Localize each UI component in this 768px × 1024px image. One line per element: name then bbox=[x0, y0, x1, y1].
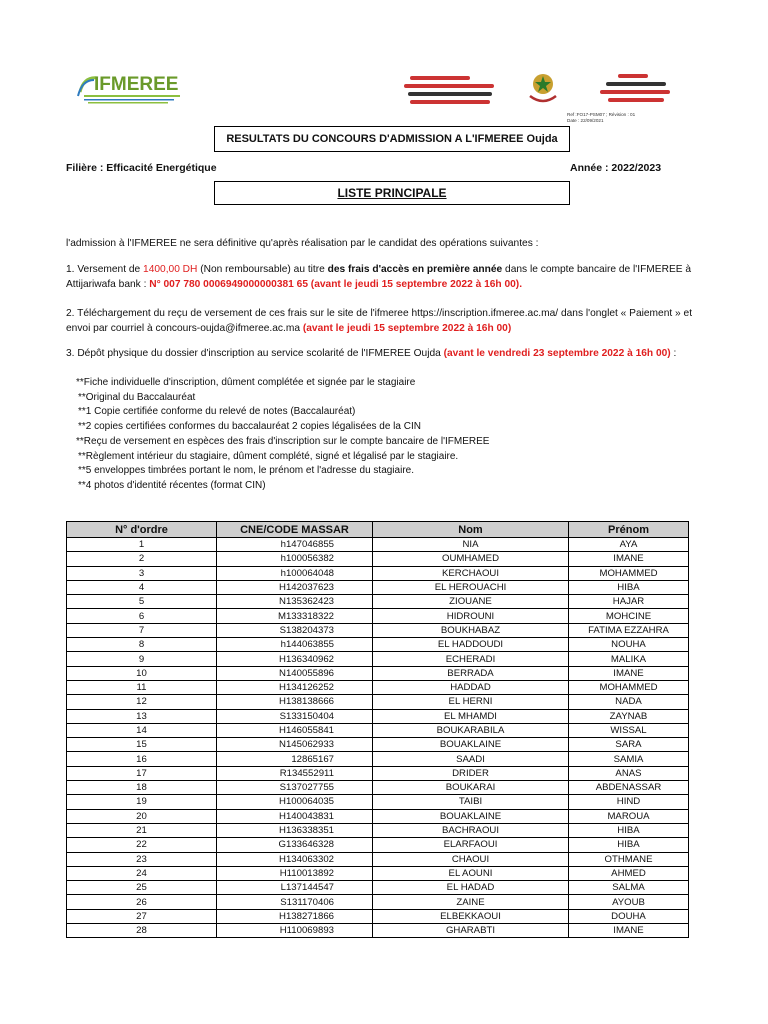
cell-cne: h147046855 bbox=[217, 538, 373, 552]
cell-prenom: OTHMANE bbox=[569, 852, 689, 866]
cell-nom: HADDAD bbox=[373, 680, 569, 694]
table-row bbox=[67, 652, 689, 666]
cell-prenom: IMANE bbox=[569, 666, 689, 680]
cell-prenom: MOHCINE bbox=[569, 609, 689, 623]
cell-order: 7 bbox=[67, 623, 217, 637]
cell-prenom: ANAS bbox=[569, 766, 689, 780]
table-row bbox=[67, 766, 689, 780]
cell-prenom: NOUHA bbox=[569, 638, 689, 652]
cell-order: 25 bbox=[67, 881, 217, 895]
document-item: **Original du Baccalauréat bbox=[78, 391, 196, 403]
cell-cne: H110069893 bbox=[217, 924, 373, 938]
cell-cne: S133150404 bbox=[217, 709, 373, 723]
document-item: **2 copies certifiées conformes du baccalauréat 2 copies légalisées de la CIN bbox=[78, 421, 421, 433]
cell-cne: N145062933 bbox=[217, 738, 373, 752]
annee-label: Année : 2022/2023 bbox=[570, 162, 662, 174]
table-row bbox=[67, 623, 689, 637]
cell-cne: N140055896 bbox=[217, 666, 373, 680]
document-reference: Ref :FO17-PSM07 ; Révision : 01 Date : 22/09/2021 bbox=[567, 112, 636, 123]
cell-order: 13 bbox=[67, 709, 217, 723]
cell-order: 26 bbox=[67, 895, 217, 909]
cell-cne: h100056382 bbox=[217, 552, 373, 566]
cell-nom: ELARFAOUI bbox=[373, 838, 569, 852]
table-row bbox=[67, 695, 689, 709]
cell-cne: R134552911 bbox=[217, 766, 373, 780]
cell-order: 8 bbox=[67, 638, 217, 652]
cell-order: 23 bbox=[67, 852, 217, 866]
cell-nom: KERCHAOUI bbox=[373, 566, 569, 580]
cell-nom: SAADI bbox=[373, 752, 569, 766]
table-row bbox=[67, 924, 689, 938]
cell-prenom: ZAYNAB bbox=[569, 709, 689, 723]
table-row bbox=[67, 638, 689, 652]
cell-prenom: AHMED bbox=[569, 866, 689, 880]
cell-order: 5 bbox=[67, 595, 217, 609]
table-row bbox=[67, 566, 689, 580]
cell-prenom: SALMA bbox=[569, 881, 689, 895]
table-row bbox=[67, 866, 689, 880]
cell-nom: TAIBI bbox=[373, 795, 569, 809]
cell-order: 18 bbox=[67, 781, 217, 795]
cell-nom: ZIOUANE bbox=[373, 595, 569, 609]
admission-intro: l'admission à l'IFMEREE ne sera définitive qu'après réalisation par le candidat des opérations suivantes : bbox=[66, 238, 539, 249]
cell-prenom: IMANE bbox=[569, 924, 689, 938]
cell-prenom: DOUHA bbox=[569, 909, 689, 923]
cell-order: 19 bbox=[67, 795, 217, 809]
cell-order: 16 bbox=[67, 752, 217, 766]
step-2-upload: 2. Téléchargement du reçu de versement de ces frais sur le site de l'ifmeree https://inscription.ifmeree.ac.ma/ dans l'onglet « Paiement » et envoi par courriel à concours-oujda@ifmeree.ac.ma (avant le jeudi 15 septembre 2022 à 16h 00) bbox=[66, 308, 693, 334]
cell-prenom: HIND bbox=[569, 795, 689, 809]
table-row bbox=[67, 709, 689, 723]
header-cne: CNE/CODE MASSAR bbox=[217, 522, 373, 538]
cell-prenom: HIBA bbox=[569, 580, 689, 594]
cell-prenom: MOHAMMED bbox=[569, 680, 689, 694]
document-item: **Règlement intérieur du stagiaire, dûment complété, signé et légalisé par le stagiaire. bbox=[78, 450, 459, 462]
table-row bbox=[67, 666, 689, 680]
table-row bbox=[67, 909, 689, 923]
cell-cne: h100064048 bbox=[217, 566, 373, 580]
table-row bbox=[67, 723, 689, 737]
cell-prenom: MALIKA bbox=[569, 652, 689, 666]
cell-cne: H140043831 bbox=[217, 809, 373, 823]
cell-prenom: HAJAR bbox=[569, 595, 689, 609]
cell-order: 9 bbox=[67, 652, 217, 666]
cell-cne: G133646328 bbox=[217, 838, 373, 852]
cell-prenom: SARA bbox=[569, 738, 689, 752]
cell-prenom: IMANE bbox=[569, 552, 689, 566]
cell-nom: DRIDER bbox=[373, 766, 569, 780]
table-row bbox=[67, 609, 689, 623]
table-row bbox=[67, 752, 689, 766]
cell-cne: N135362423 bbox=[217, 595, 373, 609]
cell-prenom: HIBA bbox=[569, 823, 689, 837]
cell-prenom: MOHAMMED bbox=[569, 566, 689, 580]
document-item: **5 enveloppes timbrées portant le nom, le prénom et l'adresse du stagiaire. bbox=[78, 465, 414, 477]
cell-nom: OUMHAMED bbox=[373, 552, 569, 566]
cell-cne: H134063302 bbox=[217, 852, 373, 866]
cell-prenom: AYOUB bbox=[569, 895, 689, 909]
cell-order: 11 bbox=[67, 680, 217, 694]
cell-order: 22 bbox=[67, 838, 217, 852]
table-row bbox=[67, 580, 689, 594]
cell-nom: BOUAKLAINE bbox=[373, 809, 569, 823]
table-row bbox=[67, 881, 689, 895]
cell-cne: L137144547 bbox=[217, 881, 373, 895]
cell-nom: ELBEKKAOUI bbox=[373, 909, 569, 923]
cell-nom: NIA bbox=[373, 538, 569, 552]
cell-nom: BOUKHABAZ bbox=[373, 623, 569, 637]
logo-wordmark: IFMEREE bbox=[94, 74, 179, 95]
table-body bbox=[67, 538, 689, 938]
cell-order: 6 bbox=[67, 609, 217, 623]
cell-nom: BOUAKLAINE bbox=[373, 738, 569, 752]
cell-nom: EL MHAMDI bbox=[373, 709, 569, 723]
cell-nom: EL AOUNI bbox=[373, 866, 569, 880]
table-row bbox=[67, 809, 689, 823]
cell-prenom: WISSAL bbox=[569, 723, 689, 737]
cell-nom: BERRADA bbox=[373, 666, 569, 680]
header-order: N° d'ordre bbox=[67, 522, 217, 538]
cell-cne: H134126252 bbox=[217, 680, 373, 694]
table-row bbox=[67, 838, 689, 852]
cell-prenom: SAMIA bbox=[569, 752, 689, 766]
cell-cne: h144063855 bbox=[217, 638, 373, 652]
header-prenom: Prénom bbox=[569, 522, 689, 538]
cell-cne: S131170406 bbox=[217, 895, 373, 909]
cell-nom: BOUKARABILA bbox=[373, 723, 569, 737]
cell-cne: H138271866 bbox=[217, 909, 373, 923]
list-title: LISTE PRINCIPALE bbox=[214, 181, 570, 205]
cell-cne: H138138666 bbox=[217, 695, 373, 709]
cell-order: 3 bbox=[67, 566, 217, 580]
cell-cne: M133318322 bbox=[217, 609, 373, 623]
table-header-row bbox=[67, 522, 689, 538]
document-item: **1 Copie certifiée conforme du relevé de notes (Baccalauréat) bbox=[78, 406, 356, 418]
cell-prenom: FATIMA EZZAHRA bbox=[569, 623, 689, 637]
table-row bbox=[67, 595, 689, 609]
cell-cne: S137027755 bbox=[217, 781, 373, 795]
cell-order: 21 bbox=[67, 823, 217, 837]
cell-nom: EL HADDOUDI bbox=[373, 638, 569, 652]
cell-nom: GHARABTI bbox=[373, 924, 569, 938]
step-1-payment: 1. Versement de 1400,00 DH (Non remboursable) au titre des frais d'accès en première année dans le compte bancaire de l'IFMEREE à Attijariwafa bank : N° 007 780 0006949000000381 65 (avant le jeudi 15 septembre 2022 à 16h 00). bbox=[66, 264, 692, 290]
cell-nom: BOUKARAI bbox=[373, 781, 569, 795]
cell-cne: H142037623 bbox=[217, 580, 373, 594]
moroccan-emblem bbox=[524, 66, 562, 104]
tifinagh-ministry-text bbox=[404, 72, 500, 106]
cell-nom: HIDROUNI bbox=[373, 609, 569, 623]
cell-prenom: HIBA bbox=[569, 838, 689, 852]
cell-cne: H100064035 bbox=[217, 795, 373, 809]
cell-prenom: ABDENASSAR bbox=[569, 781, 689, 795]
cell-nom: CHAOUI bbox=[373, 852, 569, 866]
cell-order: 27 bbox=[67, 909, 217, 923]
cell-order: 14 bbox=[67, 723, 217, 737]
table-row bbox=[67, 538, 689, 552]
document-item: **Reçu de versement en espèces des frais d'inscription sur le compte bancaire de l'IFMEREE bbox=[76, 435, 490, 447]
cell-nom: EL HERNI bbox=[373, 695, 569, 709]
table-row bbox=[67, 895, 689, 909]
cell-prenom: AYA bbox=[569, 538, 689, 552]
cell-order: 28 bbox=[67, 924, 217, 938]
cell-prenom: NADA bbox=[569, 695, 689, 709]
table-row bbox=[67, 552, 689, 566]
cell-order: 4 bbox=[67, 580, 217, 594]
table-row bbox=[67, 680, 689, 694]
cell-order: 12 bbox=[67, 695, 217, 709]
cell-nom: EL HADAD bbox=[373, 881, 569, 895]
cell-order: 10 bbox=[67, 666, 217, 680]
header-nom: Nom bbox=[373, 522, 569, 538]
step-3-deposit: 3. Dépôt physique du dossier d'inscription au service scolarité de l'IFMEREE Oujda (avant le vendredi 23 septembre 2022 à 16h 00) : bbox=[66, 348, 677, 359]
page-title: RESULTATS DU CONCOURS D'ADMISSION A L'IFMEREE Oujda bbox=[214, 126, 570, 152]
table-row bbox=[67, 781, 689, 795]
table-row bbox=[67, 738, 689, 752]
cell-cne: H110013892 bbox=[217, 866, 373, 880]
results-table bbox=[66, 521, 689, 938]
required-documents-list bbox=[76, 376, 696, 494]
cell-order: 20 bbox=[67, 809, 217, 823]
table-row bbox=[67, 795, 689, 809]
cell-order: 24 bbox=[67, 866, 217, 880]
cell-cne: H136338351 bbox=[217, 823, 373, 837]
document-item: **Fiche individuelle d'inscription, dûment complétée et signée par le stagiaire bbox=[76, 377, 416, 388]
document-item: **4 photos d'identité récentes (format CIN) bbox=[78, 479, 266, 491]
cell-cne: H136340962 bbox=[217, 652, 373, 666]
cell-cne: S138204373 bbox=[217, 623, 373, 637]
cell-prenom: MAROUA bbox=[569, 809, 689, 823]
cell-order: 2 bbox=[67, 552, 217, 566]
table-row bbox=[67, 823, 689, 837]
filiere-label: Filière : Efficacité Energétique bbox=[66, 162, 217, 174]
cell-nom: ZAINE bbox=[373, 895, 569, 909]
cell-nom: BACHRAOUI bbox=[373, 823, 569, 837]
ifmeree-logo bbox=[74, 68, 186, 108]
cell-nom: ECHERADI bbox=[373, 652, 569, 666]
cell-order: 15 bbox=[67, 738, 217, 752]
cell-order: 1 bbox=[67, 538, 217, 552]
cell-cne: 12865167 bbox=[217, 752, 373, 766]
cell-nom: EL HEROUACHI bbox=[373, 580, 569, 594]
cell-order: 17 bbox=[67, 766, 217, 780]
table-row bbox=[67, 852, 689, 866]
cell-cne: H146055841 bbox=[217, 723, 373, 737]
arabic-ministry-text bbox=[596, 70, 682, 104]
